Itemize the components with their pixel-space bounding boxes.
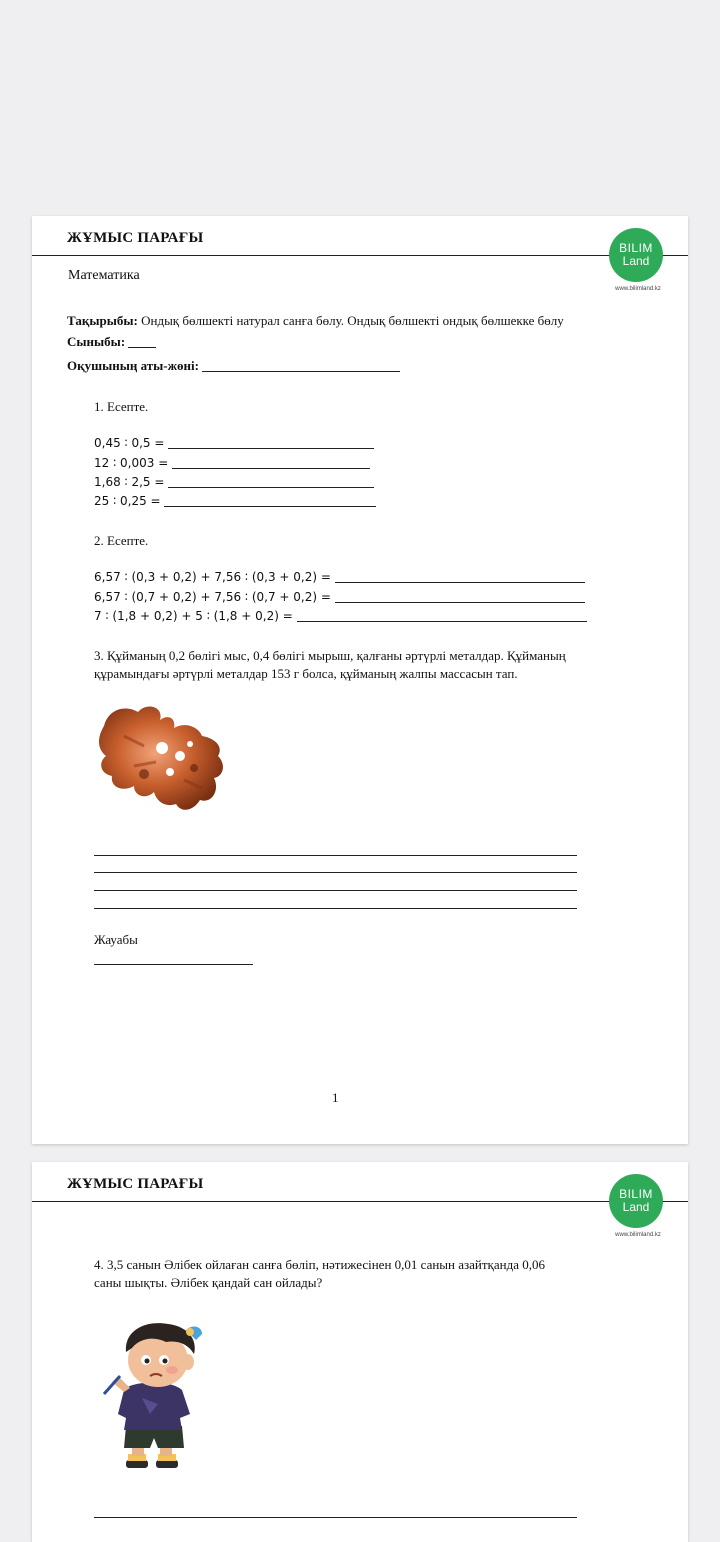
- bilimland-logo: [609, 1174, 663, 1228]
- task2-expression: 7 ∶ (1,8 + 0,2) + 5 ∶ (1,8 + 0,2) =: [94, 609, 293, 623]
- header-title: ЖҰМЫС ПАРАҒЫ: [67, 230, 204, 246]
- task1-expression: 25 ∶ 0,25 =: [94, 494, 161, 508]
- task2-item: [94, 609, 587, 623]
- task2-expression: 6,57 ∶ (0,7 + 0,2) + 7,56 ∶ (0,7 + 0,2) =: [94, 590, 331, 604]
- task1-title: 1. Есепте.: [94, 399, 149, 414]
- answer-blank[interactable]: [172, 456, 370, 469]
- answer-blank[interactable]: [168, 475, 374, 488]
- bilimland-logo: [609, 228, 663, 282]
- header-divider: [32, 255, 688, 256]
- task2-item: [94, 570, 585, 584]
- logo-text-bilim: BILIM: [619, 1187, 653, 1201]
- task1-item: [94, 436, 374, 450]
- header-title: ЖҰМЫС ПАРАҒЫ: [67, 1176, 204, 1192]
- page-number: 1: [332, 1090, 339, 1105]
- answer-blank[interactable]: [335, 590, 585, 603]
- header-divider: [32, 1201, 688, 1202]
- logo-text-bilim: BILIM: [619, 241, 653, 255]
- answer-blank[interactable]: [297, 609, 587, 622]
- student-line: [67, 358, 400, 374]
- task2-expression: 6,57 ∶ (0,3 + 0,2) + 7,56 ∶ (0,3 + 0,2) =: [94, 570, 331, 584]
- answer-line[interactable]: [94, 872, 577, 873]
- answer-line[interactable]: [94, 1517, 577, 1518]
- class-label: Сыныбы:: [67, 334, 126, 349]
- class-blank[interactable]: [128, 335, 156, 348]
- logo-url: www.bilimland.kz: [615, 1232, 661, 1238]
- topic-line: [67, 313, 564, 329]
- answer-blank[interactable]: [335, 570, 585, 583]
- task3-line-2: құрамындағы әртүрлі металдар 153 г болса, құйманың жалпы массасын тап.: [94, 666, 518, 681]
- class-line: [67, 334, 156, 350]
- thinking-boy-image: [102, 1318, 218, 1472]
- answer-line[interactable]: [94, 890, 577, 891]
- task1-item: [94, 494, 376, 508]
- task4-line-2: саны шықты. Әлібек қандай сан ойлады?: [94, 1275, 323, 1290]
- task1-item: [94, 475, 374, 489]
- task3-line-1: 3. Құйманың 0,2 бөлігі мыс, 0,4 бөлігі мырыш, қалғаны әртүрлі металдар. Құйманың: [94, 648, 566, 663]
- answer-blank[interactable]: [168, 436, 374, 449]
- task2-item: [94, 590, 585, 604]
- answer-line[interactable]: [94, 908, 577, 909]
- topic-text: Ондық бөлшекті натурал санға бөлу. Ондық бөлшекті ондық бөлшекке бөлу: [137, 313, 564, 328]
- student-label: Оқушының аты-жөні:: [67, 358, 199, 373]
- answer-blank[interactable]: [164, 494, 376, 507]
- task1-item: [94, 456, 370, 470]
- task1-expression: 0,45 ∶ 0,5 =: [94, 436, 165, 450]
- task2-title: 2. Есепте.: [94, 533, 149, 548]
- task1-expression: 12 ∶ 0,003 =: [94, 456, 169, 470]
- logo-text-land: Land: [622, 1200, 650, 1214]
- student-name-blank[interactable]: [202, 359, 400, 372]
- answer-line[interactable]: [94, 855, 577, 856]
- worksheet-page-2: [32, 1162, 688, 1542]
- final-answer-line[interactable]: [94, 964, 253, 965]
- topic-label: Тақырыбы:: [67, 313, 138, 328]
- subject-label: Математика: [68, 268, 140, 283]
- logo-text-land: Land: [622, 254, 650, 268]
- worksheet-page-1: [32, 216, 688, 1144]
- copper-nugget-image: [94, 696, 234, 820]
- logo-url: www.bilimland.kz: [615, 286, 661, 292]
- task4-line-1: 4. 3,5 санын Әлібек ойлаған санға бөліп, нәтижесінен 0,01 санын азайтқанда 0,06: [94, 1257, 545, 1272]
- task1-expression: 1,68 ∶ 2,5 =: [94, 475, 165, 489]
- answer-label: Жауабы: [94, 932, 138, 947]
